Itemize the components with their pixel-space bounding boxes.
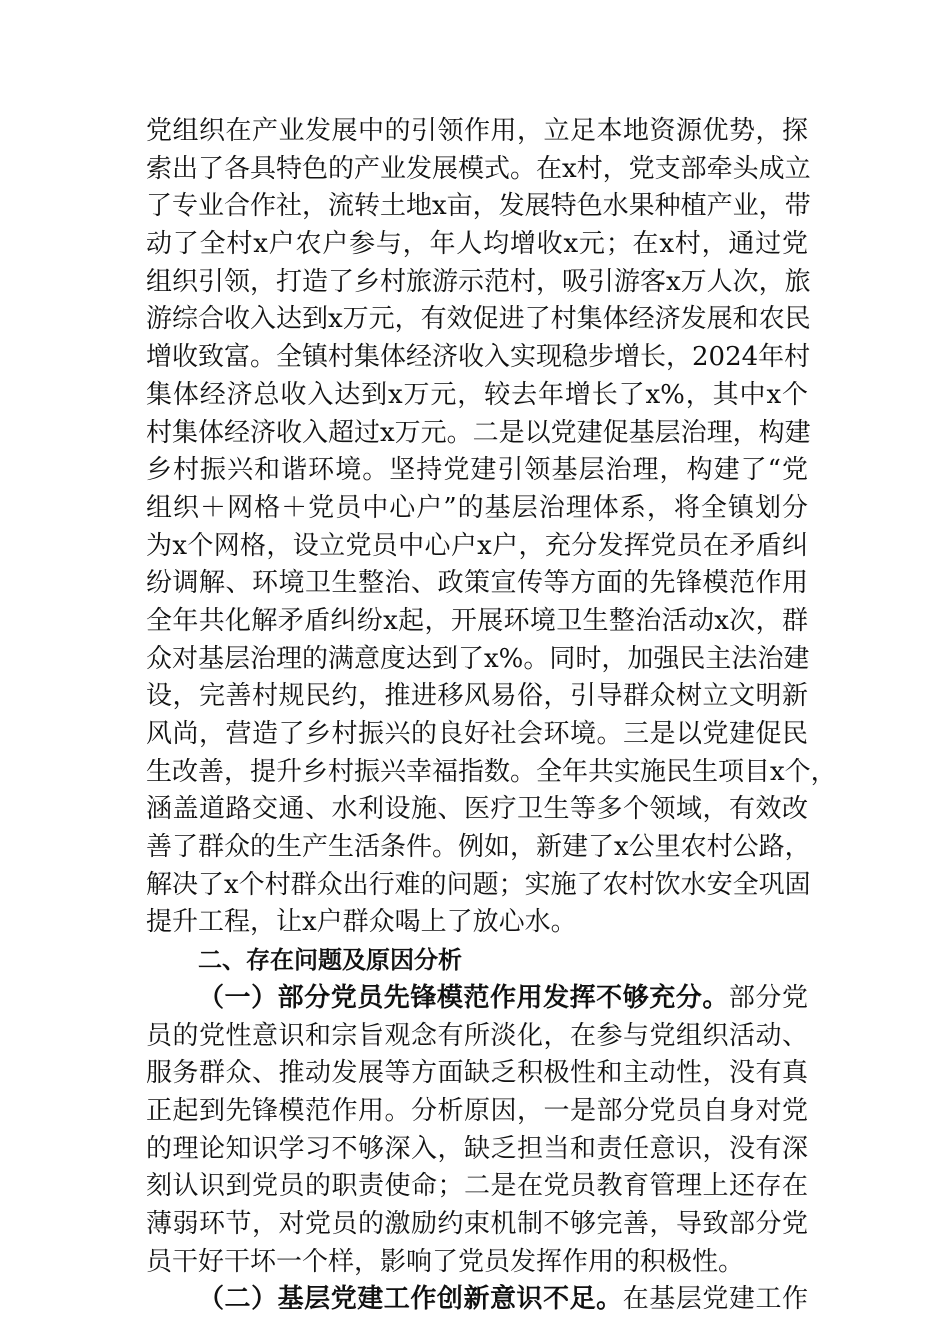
item-1-line: 正起到先锋模范作用。分析原因，一是部分党员自身对党	[146, 1095, 808, 1126]
item-1-line: 的理论知识学习不够深入，缺乏担当和责任意识，没有深	[146, 1133, 808, 1164]
item-1-first-line	[146, 980, 808, 1018]
item-1-line: 薄弱环节，对党员的激励约束机制不够完善，导致部分党	[146, 1208, 808, 1239]
body-line: 为x个网格，设立党员中心户x户，充分发挥党员在矛盾纠	[146, 530, 808, 561]
document-body	[146, 113, 837, 1319]
body-line: 组织＋网格＋党员中心户”的基层治理体系，将全镇划分	[146, 492, 808, 523]
body-line: 解决了x个村群众出行难的问题；实施了农村饮水安全巩固	[146, 869, 811, 900]
body-line: 动了全村x户农户参与，年人均增收x元；在x村，通过党	[146, 229, 808, 260]
item-1-line: 服务群众、推动发展等方面缺乏积极性和主动性，没有真	[146, 1058, 808, 1089]
body-line: 组织引领，打造了乡村旅游示范村，吸引游客x万人次，旅	[146, 266, 811, 297]
body-line: 纷调解、环境卫生整治、政策宣传等方面的先锋模范作用	[146, 568, 808, 599]
section-heading: 二、存在问题及原因分析	[198, 946, 462, 975]
body-line: 风尚，营造了乡村振兴的良好社会环境。三是以党建促民	[146, 719, 808, 749]
item-1-line: 员的党性意识和宗旨观念有所淡化，在参与党组织活动、	[146, 1020, 808, 1051]
body-line: 索出了各具特色的产业发展模式。在x村，党支部牵头成立	[146, 153, 811, 184]
item-2-first-rest: 在基层党建工作	[622, 1284, 808, 1315]
body-line: 乡村振兴和谐环境。坚持党建引领基层治理，构建了“党	[146, 455, 808, 486]
body-line: 增收致富。全镇村集体经济收入实现稳步增长，2024年村	[146, 342, 811, 373]
body-line: 生改善，提升乡村振兴幸福指数。全年共实施民生项目x个，	[146, 756, 837, 787]
item-2-first-line	[146, 1281, 808, 1319]
body-line: 党组织在产业发展中的引领作用，立足本地资源优势，探	[146, 116, 808, 146]
item-1-title: （一）部分党员先锋模范作用发挥不够充分。	[198, 982, 729, 1013]
body-line: 涵盖道路交通、水利设施、医疗卫生等多个领域，有效改	[146, 794, 808, 825]
body-line: 了专业合作社，流转土地x亩，发展特色水果种植产业，带	[146, 191, 811, 222]
body-line: 全年共化解矛盾纠纷x起，开展环境卫生整治活动x次，群	[146, 605, 808, 636]
body-line: 游综合收入达到x万元，有效促进了村集体经济发展和农民	[146, 304, 811, 335]
body-line: 众对基层治理的满意度达到了x%。同时，加强民主法治建	[146, 643, 810, 674]
item-1-line: 刻认识到党员的职责使命；二是在党员教育管理上还存在	[146, 1171, 808, 1202]
body-line: 提升工程，让x户群众喝上了放心水。	[146, 907, 577, 938]
body-line: 设，完善村规民约，推进移风易俗，引导群众树立文明新	[146, 681, 808, 712]
body-line: 善了群众的生产生活条件。例如，新建了x公里农村公路，	[146, 832, 811, 863]
item-1-line: 员干好干坏一个样，影响了党员发挥作用的积极性。	[146, 1246, 745, 1277]
body-line: 村集体经济收入超过x万元。二是以党建促基层治理，构建	[146, 417, 811, 448]
item-2-title: （二）基层党建工作创新意识不足。	[198, 1284, 623, 1315]
body-line: 集体经济总收入达到x万元，较去年增长了x%，其中x个	[146, 379, 808, 410]
item-1-first-rest: 部分党	[728, 982, 808, 1013]
